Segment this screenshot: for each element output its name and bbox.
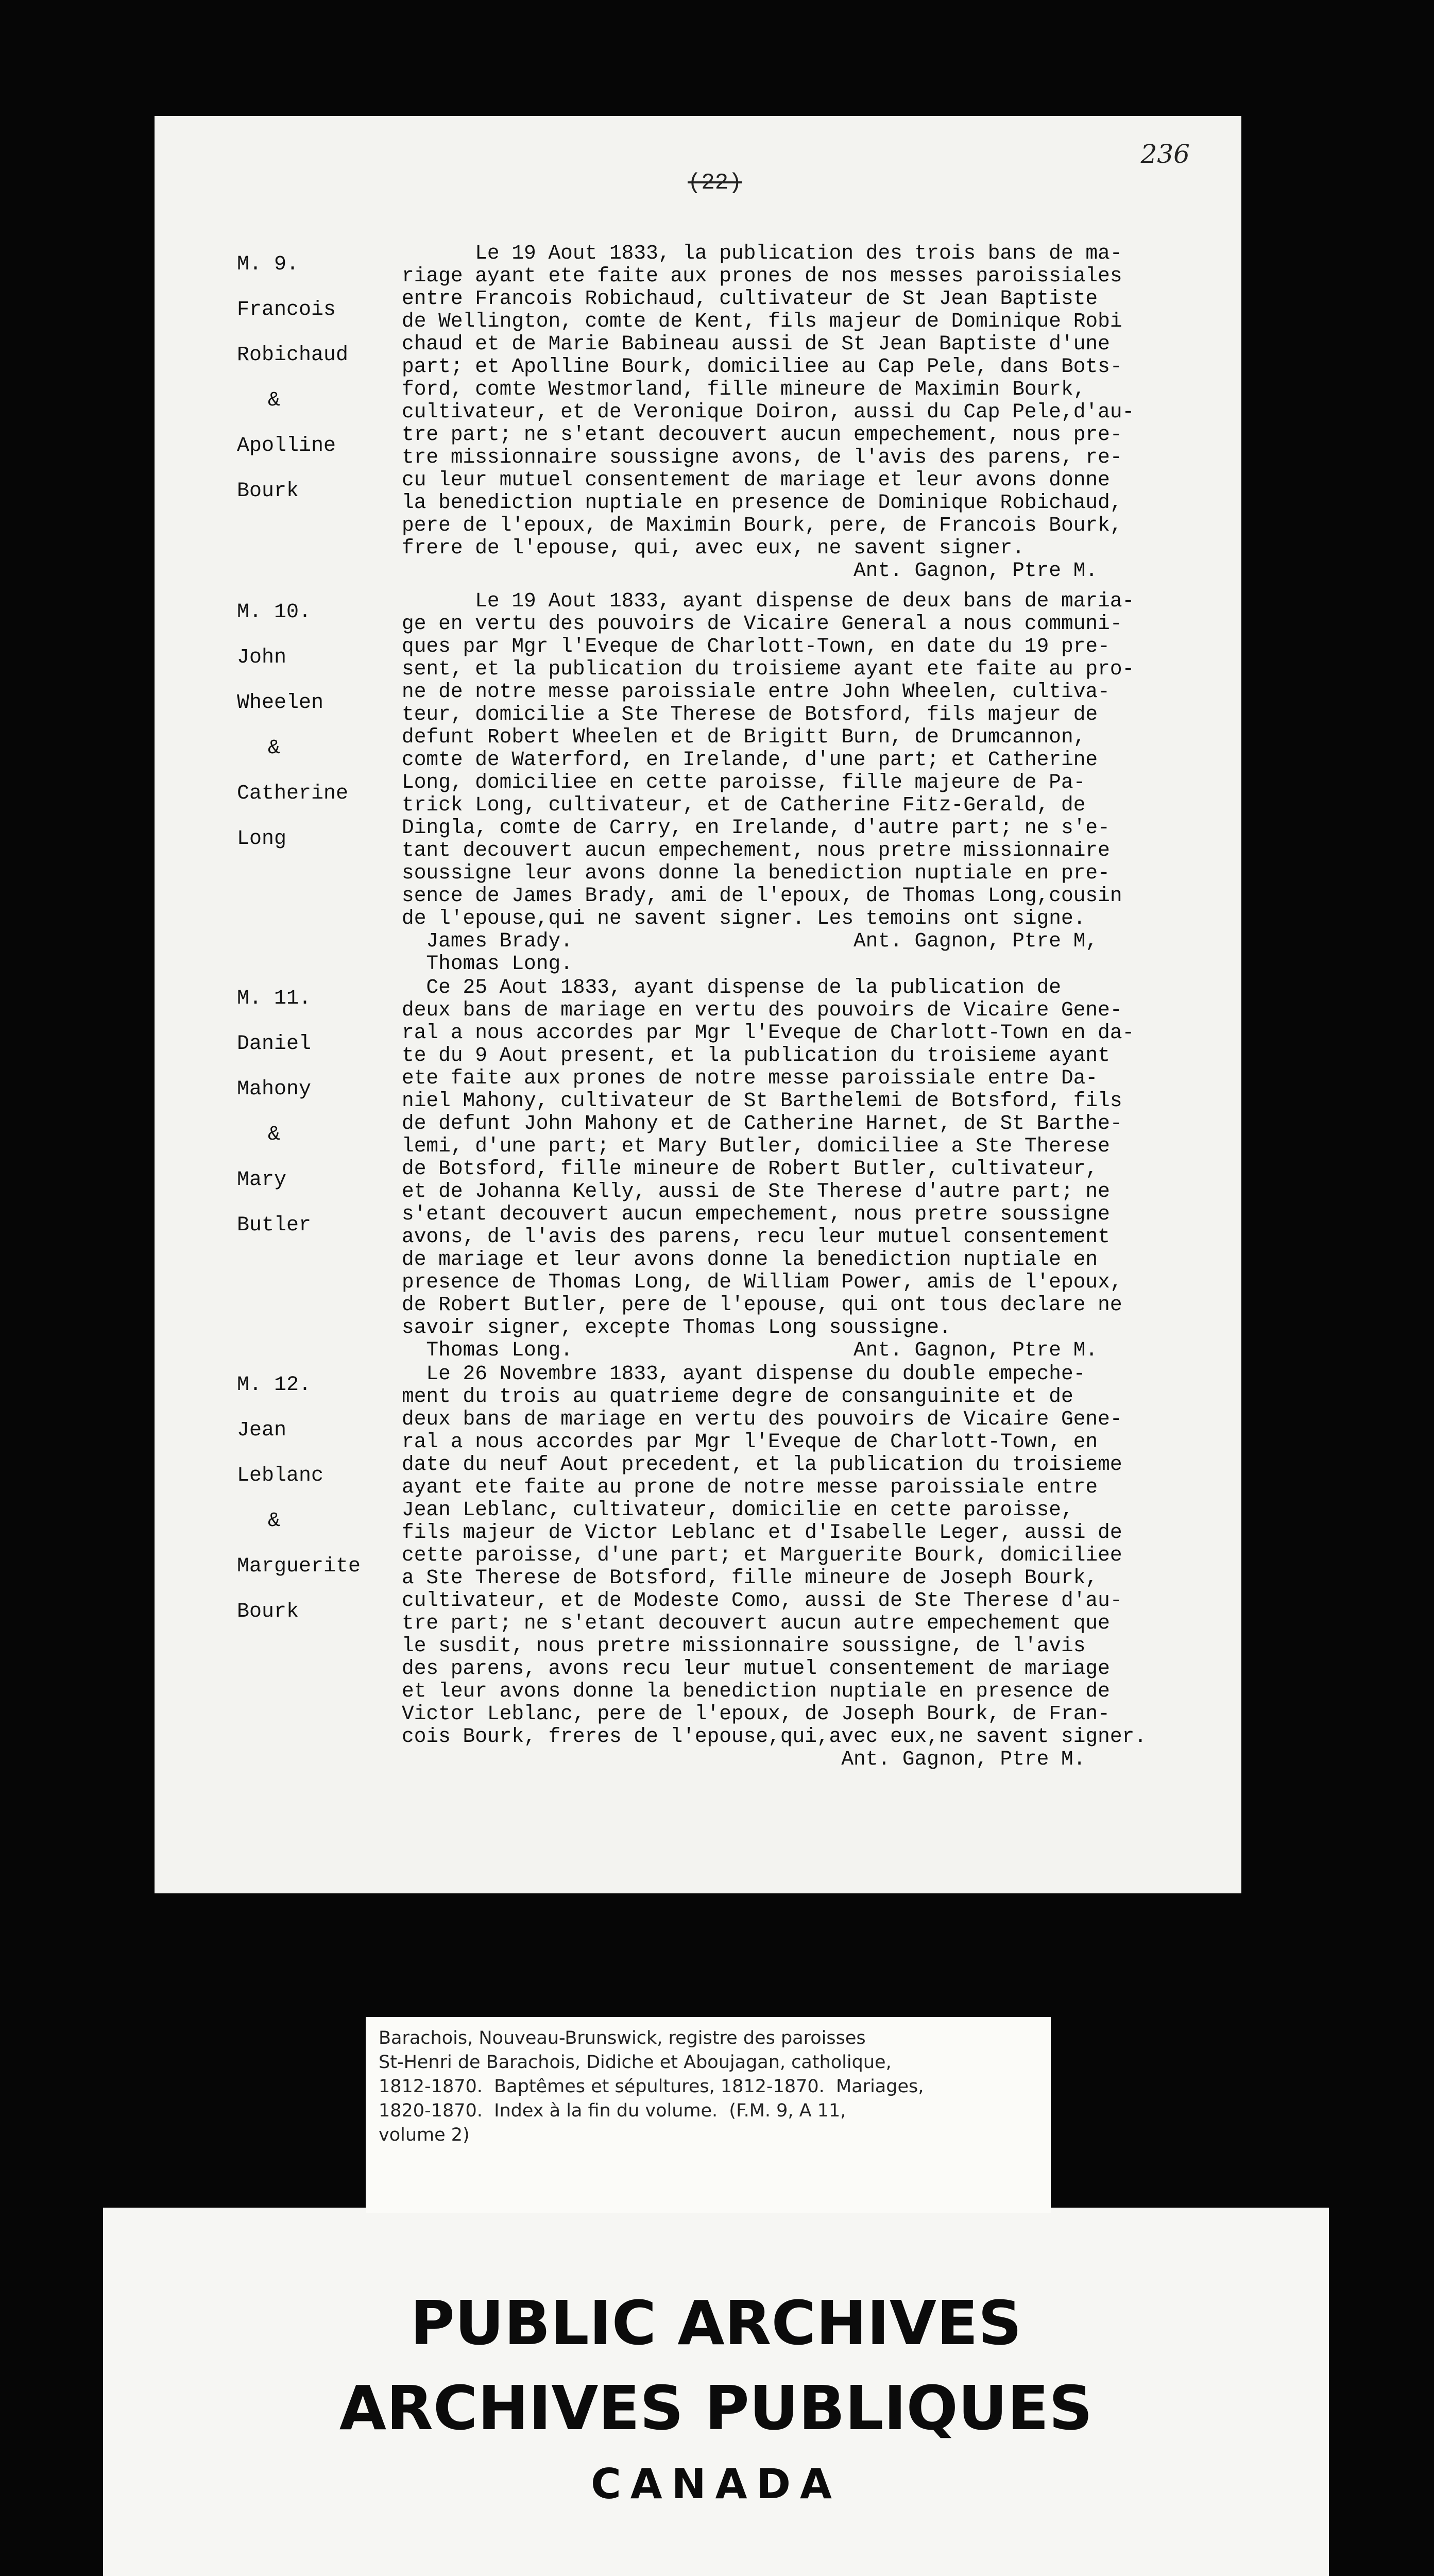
bride-last-name: Bourk <box>237 480 299 503</box>
page-number: 236 <box>1140 139 1190 169</box>
bride-first-name: Marguerite <box>237 1555 361 1578</box>
archives-country: CANADA <box>591 2460 841 2508</box>
microfilm-label <box>366 2017 1051 2213</box>
ampersand: & <box>268 1510 281 1533</box>
bride-last-name: Long <box>237 827 287 851</box>
register-page <box>155 116 1241 1893</box>
entry-text: Ce 25 Aout 1833, ayant dispense de la publication de deux bans de mariage en vertu des pouvoirs de Vicaire Gene- ral a nous accordes par Mgr l'Eveque de Charlott-Town en da- te du 9 Aout present, et la publication du troisieme ayant ete faite aux prones de notre messe paroissiale entre Da- niel Mahony, cultivateur de St Barthelemi de Botsford, fils de defunt John Mahony et de Catherine Harnet, de St Barthe- lemi, d'une part; et Mary Butler, domiciliee a Ste Therese de Botsford, fille mineure de Robert Butler, cultivateur, et de Johanna Kelly, aussi de Ste Therese d'autre part; ne s'etant decouvert aucun empechement, nous pretre soussigne avons, de l'avis des parens, recu leur mutuel consentement de mariage et leur avons donne la benediction nuptiale en presence de Thomas Long, de William Power, amis de l'epoux, de Robert Butler, pere de l'epouse, qui ont tous declare ne savoir signer, excepte Thomas Long soussigne. Thomas Long. Ant. Gagnon, Ptre M. <box>402 976 1135 1362</box>
bride-first-name: Catherine <box>237 782 349 805</box>
groom-first-name: Francois <box>237 298 336 321</box>
page-sub-number: (22) <box>688 170 742 196</box>
entry-margin <box>237 242 391 514</box>
ampersand: & <box>268 1123 281 1146</box>
entry-number: M. 9. <box>237 253 299 276</box>
groom-last-name: Leblanc <box>237 1464 324 1487</box>
bride-last-name: Bourk <box>237 1600 299 1623</box>
bride-first-name: Apolline <box>237 434 336 457</box>
ampersand: & <box>268 737 281 760</box>
groom-last-name: Robichaud <box>237 344 349 367</box>
groom-first-name: Jean <box>237 1419 287 1442</box>
label-description: Barachois, Nouveau-Brunswick, registre des paroisses St-Henri de Barachois, Didiche et Aboujagan, catholique, 1812-1870. Baptêmes et sépultures, 1812-1870. Mariages, 1820-1870. Index à la fin du volume. (F.M. 9, A 11, volume 2) <box>379 2028 924 2145</box>
groom-first-name: John <box>237 646 287 669</box>
archives-card <box>103 2208 1329 2576</box>
groom-last-name: Mahony <box>237 1078 312 1101</box>
archives-title-english: PUBLIC ARCHIVES <box>410 2287 1022 2359</box>
entry-text: Le 26 Novembre 1833, ayant dispense du double empeche- ment du trois au quatrieme degre de consanguinite et de deux bans de mariage en vertu des pouvoirs de Vicaire Gene- ral a nous accordes par Mgr l'Eveque de Charlott-Town, en date du neuf Aout precedent, et la publication du troisieme ayant ete faite au prone de notre messe paroissiale entre Jean Leblanc, cultivateur, domicilie en cette paroisse, fils majeur de Victor Leblanc et d'Isabelle Leger, aussi de cette paroisse, d'une part; et Marguerite Bourk, domiciliee a Ste Therese de Botsford, fille mineure de Joseph Bourk, cultivateur, et de Modeste Como, aussi de Ste Therese d'au- tre part; ne s'etant decouvert aucun autre empechement que le susdit, nous pretre missionnaire soussigne, de l'avis des parens, avons recu leur mutuel consentement de mariage et leur avons donne la benediction nuptiale en presence de Victor Leblanc, pere de l'epoux, de Joseph Bourk, de Fran- cois Bourk, freres de l'epouse,qui,avec eux,ne savent signer. Ant. Gagnon, Ptre M. <box>402 1362 1147 1771</box>
groom-last-name: Wheelen <box>237 691 324 715</box>
bride-last-name: Butler <box>237 1214 312 1237</box>
entry-margin <box>237 590 391 862</box>
groom-first-name: Daniel <box>237 1032 312 1056</box>
entry-text: Le 19 Aout 1833, ayant dispense de deux bans de maria- ge en vertu des pouvoirs de Vicaire General a nous communi- ques par Mgr l'Eveque de Charlott-Town, en date du 19 pre- sent, et la publication du troisieme ayant ete faite au pro- ne de notre messe paroissiale entre John Wheelen, cultiva- teur, domicilie a Ste Therese de Botsford, fils majeur de defunt Robert Wheelen et de Brigitt Burn, de Drumcannon, comte de Waterford, en Irelande, d'une part; et Catherine Long, domiciliee en cette paroisse, fille majeure de Pa- trick Long, cultivateur, et de Catherine Fitz-Gerald, de Dingla, comte de Carry, en Irelande, d'autre part; ne s'e- tant decouvert aucun empechement, nous pretre missionnaire soussigne leur avons donne la benediction nuptiale en pre- sence de James Brady, ami de l'epoux, de Thomas Long,cousin de l'epouse,qui ne savent signer. Les temoins ont signe. James Brady. Ant. Gagnon, Ptre M, Thomas Long. <box>402 589 1135 975</box>
ampersand: & <box>268 389 281 412</box>
entry-margin <box>237 1363 391 1635</box>
archives-title-french: ARCHIVES PUBLIQUES <box>339 2372 1093 2444</box>
entry-text: Le 19 Aout 1833, la publication des trois bans de ma- riage ayant ete faite aux prones de nos messes paroissiales entre Francois Robichaud, cultivateur de St Jean Baptiste de Wellington, comte de Kent, fils majeur de Dominique Robi chaud et de Marie Babineau aussi de St Jean Baptiste d'une part; et Apolline Bourk, domiciliee au Cap Pele, dans Bots- ford, comte Westmorland, fille mineure de Maximin Bourk, cultivateur, et de Veronique Doiron, aussi du Cap Pele,d'au- tre part; ne s'etant decouvert aucun empechement, nous pre- tre missionnaire soussigne avons, de l'avis des parens, re- cu leur mutuel consentement de mariage et leur avons donne la benediction nuptiale en presence de Dominique Robichaud, pere de l'epoux, de Maximin Bourk, pere, de Francois Bourk, frere de l'epouse, qui, avec eux, ne savent signer. Ant. Gagnon, Ptre M. <box>402 242 1135 582</box>
entry-number: M. 10. <box>237 601 312 624</box>
entry-number: M. 11. <box>237 987 312 1010</box>
bride-first-name: Mary <box>237 1168 287 1192</box>
entry-number: M. 12. <box>237 1374 312 1397</box>
entry-margin <box>237 976 391 1248</box>
